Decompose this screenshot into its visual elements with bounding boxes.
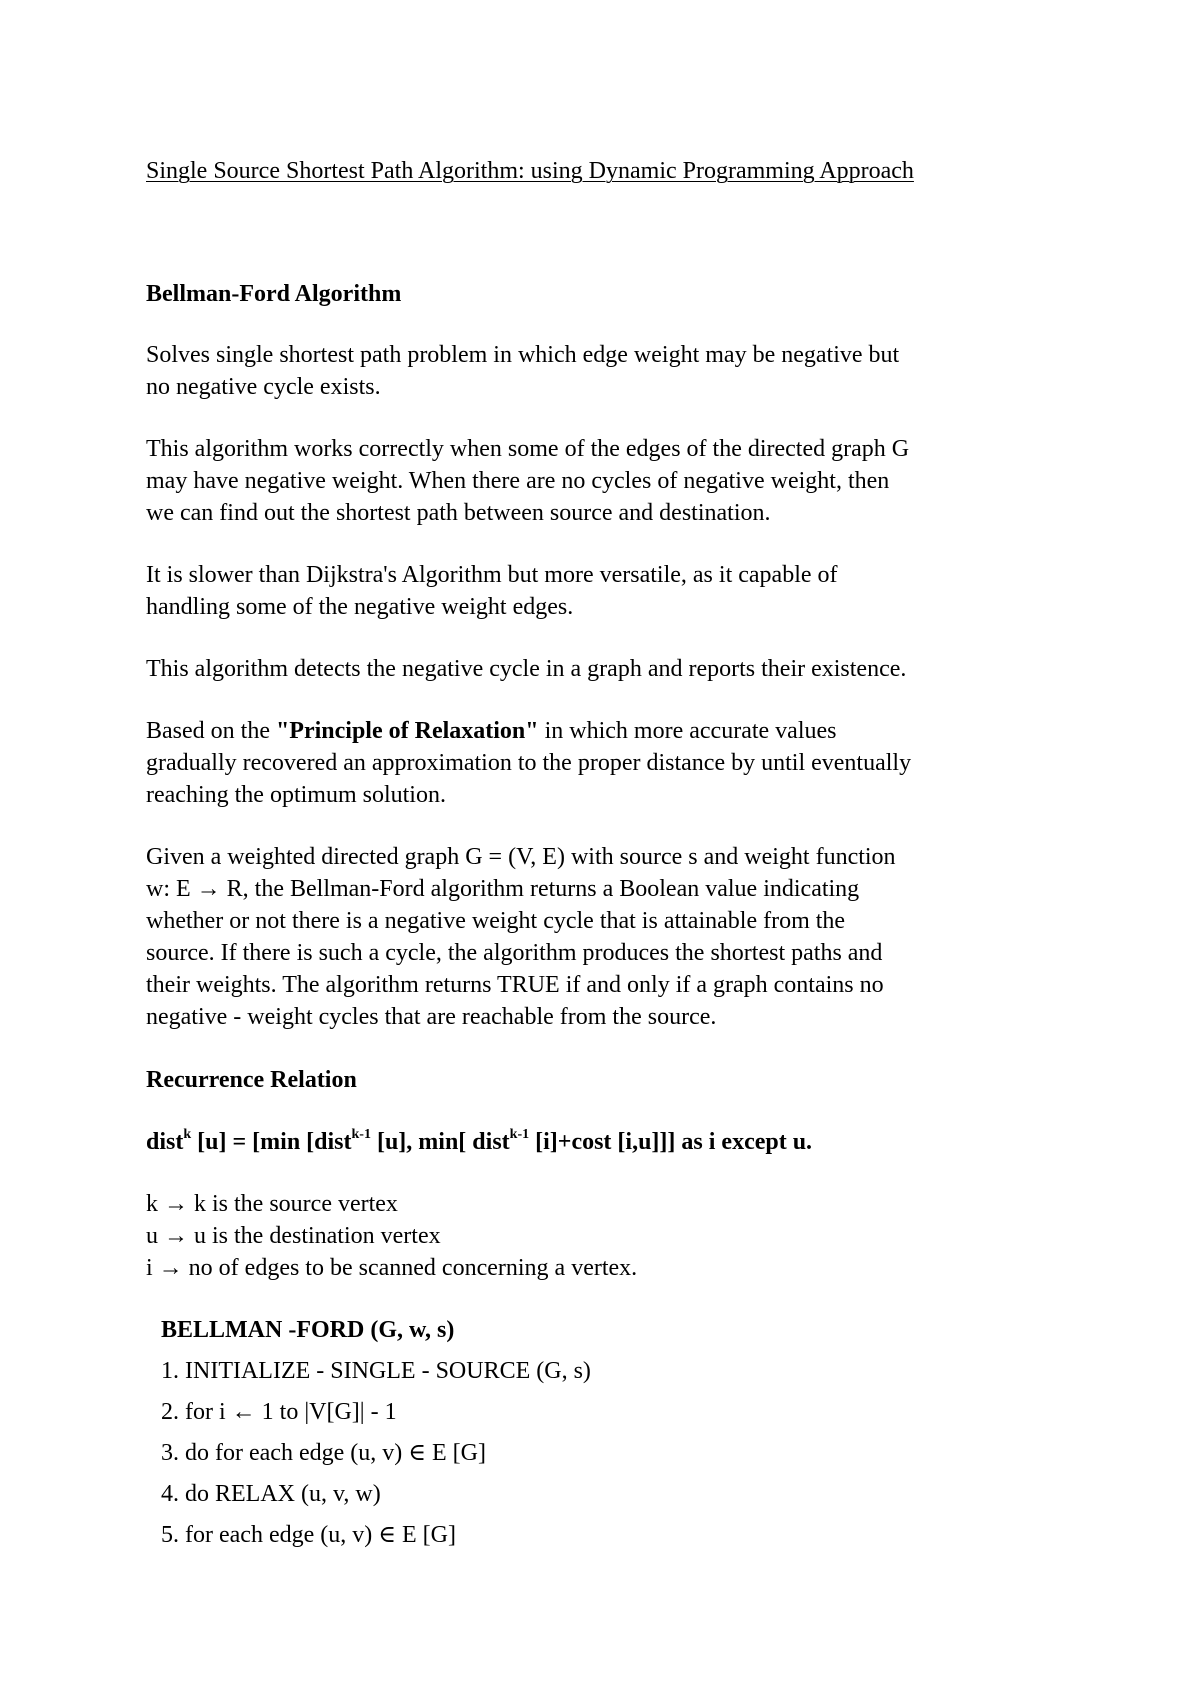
pseudocode-heading: BELLMAN -FORD (G, w, s)	[161, 1317, 455, 1343]
paragraph-line: their weights. The algorithm returns TRUE if and only if a graph contains no	[146, 972, 884, 998]
paragraph-line: whether or not there is a negative weight cycle that is attainable from the	[146, 908, 846, 934]
paragraph-line: It is slower than Dijkstra's Algorithm but more versatile, as it capable of	[146, 562, 838, 588]
principle-bold-text: "Principle of Relaxation"	[275, 718, 539, 744]
recurrence-heading: Recurrence Relation	[146, 1067, 357, 1093]
paragraph-line	[146, 715, 836, 747]
formula-text: [u], min[ dist	[370, 1129, 510, 1155]
paragraph-line: reaching the optimum solution.	[146, 782, 446, 808]
formula-text: [u] = [min [dist	[191, 1129, 352, 1155]
paragraph-line: gradually recovered an approximation to the proper distance by until eventually	[146, 750, 912, 776]
pseudocode-step: 4. do RELAX (u, v, w)	[161, 1481, 381, 1507]
definition-line: i → no of edges to be scanned concerning a vertex.	[146, 1255, 638, 1281]
definition-line: k → k is the source vertex	[146, 1191, 398, 1217]
paragraph-line: This algorithm works correctly when some of the edges of the directed graph G	[146, 436, 910, 462]
paragraph-line: Solves single shortest path problem in which edge weight may be negative but	[146, 342, 900, 368]
formula-text: dist	[146, 1129, 184, 1155]
text-span: Based on the	[146, 718, 276, 744]
paragraph-line: source. If there is such a cycle, the algorithm produces the shortest paths and	[146, 940, 883, 966]
paragraph-line: w: E → R, the Bellman-Ford algorithm returns a Boolean value indicating	[146, 876, 860, 902]
paragraph-line: negative - weight cycles that are reachable from the source.	[146, 1004, 717, 1030]
formula-superscript: k-1	[351, 1127, 371, 1142]
page-title: Single Source Shortest Path Algorithm: using Dynamic Programming Approach	[146, 158, 914, 184]
text-span: in which more accurate values	[538, 718, 837, 744]
paragraph-line: handling some of the negative weight edges.	[146, 594, 574, 620]
paragraph-line: This algorithm detects the negative cycle in a graph and reports their existence.	[146, 656, 907, 682]
definition-line: u → u is the destination vertex	[146, 1223, 441, 1249]
pseudocode-step: 2. for i ← 1 to |V[G]| - 1	[161, 1399, 397, 1425]
pseudocode-step: 5. for each edge (u, v) ∈ E [G]	[161, 1522, 456, 1548]
pseudocode-step: 3. do for each edge (u, v) ∈ E [G]	[161, 1440, 486, 1466]
paragraph-line: no negative cycle exists.	[146, 374, 381, 400]
formula-superscript: k-1	[509, 1127, 530, 1142]
section-heading: Bellman-Ford Algorithm	[146, 281, 402, 307]
recurrence-formula	[146, 1126, 812, 1158]
paragraph-line: we can find out the shortest path between source and destination.	[146, 500, 771, 526]
formula-superscript: k	[183, 1127, 192, 1142]
paragraph-line: Given a weighted directed graph G = (V, E) with source s and weight function	[146, 844, 896, 870]
paragraph-line: may have negative weight. When there are no cycles of negative weight, then	[146, 468, 890, 494]
formula-text: [i]+cost [i,u]]] as i except u.	[529, 1129, 813, 1155]
pseudocode-step: 1. INITIALIZE - SINGLE - SOURCE (G, s)	[161, 1358, 591, 1384]
